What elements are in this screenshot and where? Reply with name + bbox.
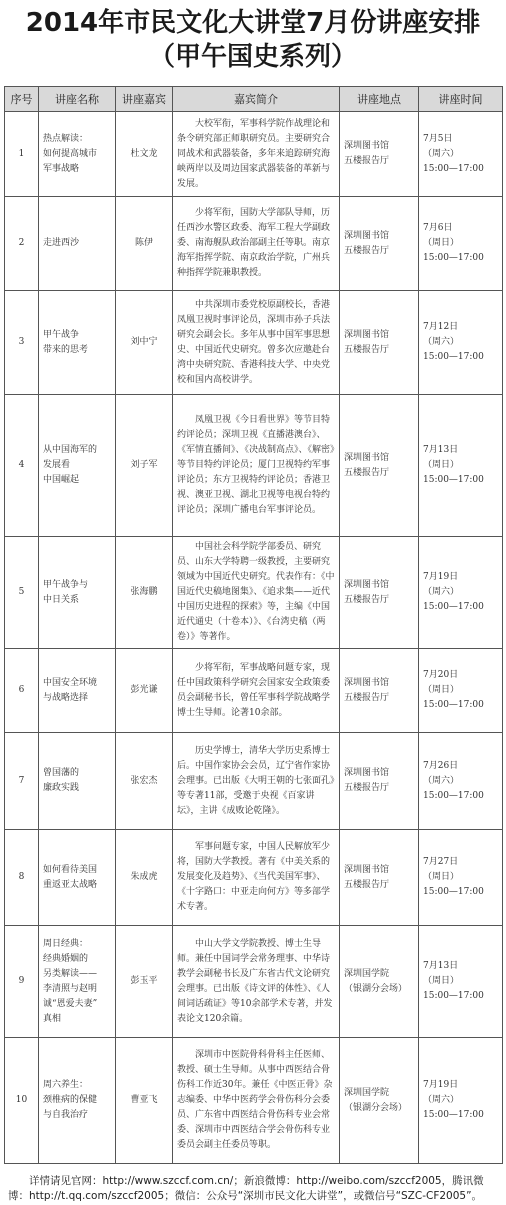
lecture-location: 深圳图书馆 五楼报告厅: [340, 537, 419, 649]
lecture-location: 深圳图书馆 五楼报告厅: [340, 649, 419, 733]
lecture-name: 甲午战争与 中日关系: [39, 537, 116, 649]
header-lecture-name: 讲座名称: [39, 87, 116, 112]
row-index: 10: [5, 1038, 39, 1164]
table-row: [5, 197, 503, 291]
lecture-location: 深圳图书馆 五楼报告厅: [340, 291, 419, 395]
lecture-time: 7月27日 （周日） 15:00—17:00: [419, 830, 503, 926]
lecture-time: 7月13日 （周日） 15:00—17:00: [419, 395, 503, 537]
guest-name: 张海鹏: [116, 537, 173, 649]
table-header-row: [5, 87, 503, 112]
guest-name: 刘中宁: [116, 291, 173, 395]
row-index: 1: [5, 112, 39, 197]
table-row: [5, 733, 503, 830]
guest-bio: 历史学博士，清华大学历史系博士后。中国作家协会会员，辽宁省作家协会理事。已出版《大明王朝的七张面孔》等专著11部，受邀于央视《百家讲坛》，主讲《成败论乾隆》。: [177, 745, 335, 816]
guest-name: 曹亚飞: [116, 1038, 173, 1164]
lecture-location: 深圳国学院 （银湖分会场）: [340, 926, 419, 1038]
row-index: 5: [5, 537, 39, 649]
guest-bio: 凤凰卫视《今日看世界》等节目特约评论员；深圳卫视《直播港澳台》、《军情直播间》、《决战制高点》、《解密》等节目特约评论员；厦门卫视特约军事评论员；东方卫视特约评论员；香港卫视、澳亚卫视、湖北卫视等电视台特约评论员；深圳广播电台军事评论员。: [177, 415, 335, 515]
lecture-time: 7月19日 （周六） 15:00—17:00: [419, 537, 503, 649]
row-index: 3: [5, 291, 39, 395]
lecture-name: 走进西沙: [39, 197, 116, 291]
lecture-name: 热点解读： 如何提高城市 军事战略: [39, 112, 116, 197]
lecture-name: 甲午战争 带来的思考: [39, 291, 116, 395]
guest-bio: 军事问题专家，中国人民解放军少将，国防大学教授。著有《中美关系的发展变化及趋势》、《当代美国军事》、《十字路口：中亚走向何方》等多部学术专著。: [177, 842, 331, 912]
guest-bio: 少将军衔，国防大学部队导师，历任西沙水警区政委、海军工程大学副政委、南海舰队政治部副主任等职。南京海军指挥学院、南京政治学院，广州兵种指挥学院兼职教授。: [177, 208, 331, 278]
table-row: [5, 830, 503, 926]
lecture-time: 7月13日 （周日） 15:00—17:00: [419, 926, 503, 1038]
table-row: [5, 1038, 503, 1164]
lecture-time: 7月19日 （周六） 15:00—17:00: [419, 1038, 503, 1164]
row-index: 7: [5, 733, 39, 830]
header-location: 讲座地点: [340, 87, 419, 112]
guest-name: 陈伊: [116, 197, 173, 291]
table-row: [5, 537, 503, 649]
row-index: 4: [5, 395, 39, 537]
guest-bio: 深圳市中医院骨科骨科主任医师、教授、硕士生导师。从事中西医结合骨伤科工作近30年。兼任《中医正骨》杂志编委、中华中医药学会骨伤科分会委员、广东省中西医结合骨伤科专业会常委、深圳市中西医结合学会骨伤科专业委员会副主任委员等职。: [177, 1050, 333, 1150]
guest-name: 彭光谦: [116, 649, 173, 733]
guest-name: 朱成虎: [116, 830, 173, 926]
lecture-location: 深圳图书馆 五楼报告厅: [340, 395, 419, 537]
header-time: 讲座时间: [419, 87, 503, 112]
row-index: 6: [5, 649, 39, 733]
lecture-time: 7月6日 （周日） 15:00—17:00: [419, 197, 503, 291]
lecture-time: 7月26日 （周六） 15:00—17:00: [419, 733, 503, 830]
lecture-location: 深圳国学院 （银湖分会场）: [340, 1038, 419, 1164]
guest-bio: 大校军衔，军事科学院作战理论和条令研究部正师职研究员。主要研究合同战术和武器装备，多年来追踪研究海峡两岸以及周边国家武器装备的革新与发展。: [177, 118, 331, 189]
lecture-name: 曾国藩的 廉政实践: [39, 733, 116, 830]
table-row: [5, 291, 503, 395]
lecture-name: 从中国海军的 发展看 中国崛起: [39, 395, 116, 537]
lecture-time: 7月5日 （周六） 15:00—17:00: [419, 112, 503, 197]
lecture-time: 7月12日 （周六） 15:00—17:00: [419, 291, 503, 395]
lecture-location: 深圳图书馆 五楼报告厅: [340, 112, 419, 197]
guest-name: 杜文龙: [116, 112, 173, 197]
guest-bio: 中山大学文学院教授、博士生导师。兼任中国词学会常务理事、中华诗教学会副秘书长及广东省古代文论研究会理事。已出版《诗文评的体性》、《人间词话疏证》等10余部学术专著，并发表论文120余篇。: [177, 938, 333, 1024]
guest-name: 彭玉平: [116, 926, 173, 1038]
table-row: [5, 649, 503, 733]
row-index: 8: [5, 830, 39, 926]
guest-name: 张宏杰: [116, 733, 173, 830]
contact-info-footer: 详情请见官网：http://www.szccf.com.cn/；新浪微博：http://weibo.com/szccf2005，腾讯微博：http://t.qq.com/szccf2005；微信：公众号“深圳市民文化大讲堂”，或微信号“SZC-CF2005”。: [8, 1175, 484, 1202]
guest-bio: 中共深圳市委党校原副校长，香港凤凰卫视时事评论员，深圳市孙子兵法研究会副会长。多年从事中国军事思想史、中国近代史研究。曾多次应邀赴台湾中央研究院、香港科技大学、中央党校和国内高校讲学。: [177, 299, 331, 385]
row-index: 2: [5, 197, 39, 291]
lecture-schedule-table: [4, 86, 503, 1164]
lecture-location: 深圳图书馆 五楼报告厅: [340, 197, 419, 291]
header-guest: 讲座嘉宾: [116, 87, 173, 112]
header-index: 序号: [5, 87, 39, 112]
guest-bio: 中国社会科学院学部委员、研究员、山东大学特聘一级教授，主要研究领域为中国近代史研究。代表作有：《中国近代史稿地图集》、《追求集——近代中国历史进程的探索》等，主编《中国近代通史（十卷本）》、《台湾史稿（两卷）》等著作。: [177, 542, 335, 642]
table-row: [5, 112, 503, 197]
lecture-location: 深圳图书馆 五楼报告厅: [340, 733, 419, 830]
table-row: [5, 926, 503, 1038]
page-title: 2014年市民文化大讲堂7月份讲座安排: [25, 8, 481, 38]
lecture-name: 如何看待美国 重返亚太战略: [39, 830, 116, 926]
lecture-time: 7月20日 （周日） 15:00—17:00: [419, 649, 503, 733]
row-index: 9: [5, 926, 39, 1038]
table-row: [5, 395, 503, 537]
guest-bio: 少将军衔，军事战略问题专家，现任中国政策科学研究会国家安全政策委员会副秘书长，曾任军事科学院战略学博士生导师。论著10余部。: [177, 662, 331, 718]
page-subtitle: （甲午国史系列）: [148, 42, 357, 72]
lecture-name: 中国安全环境 与战略选择: [39, 649, 116, 733]
header-guest-bio: 嘉宾简介: [173, 87, 340, 112]
lecture-name: 周六养生： 颈椎病的保健 与自我治疗: [39, 1038, 116, 1164]
guest-name: 刘子军: [116, 395, 173, 537]
lecture-name: 周日经典： 经典婚姻的 另类解读—— 李清照与赵明 诚“恩爱夫妻” 真相: [39, 926, 116, 1038]
lecture-location: 深圳图书馆 五楼报告厅: [340, 830, 419, 926]
